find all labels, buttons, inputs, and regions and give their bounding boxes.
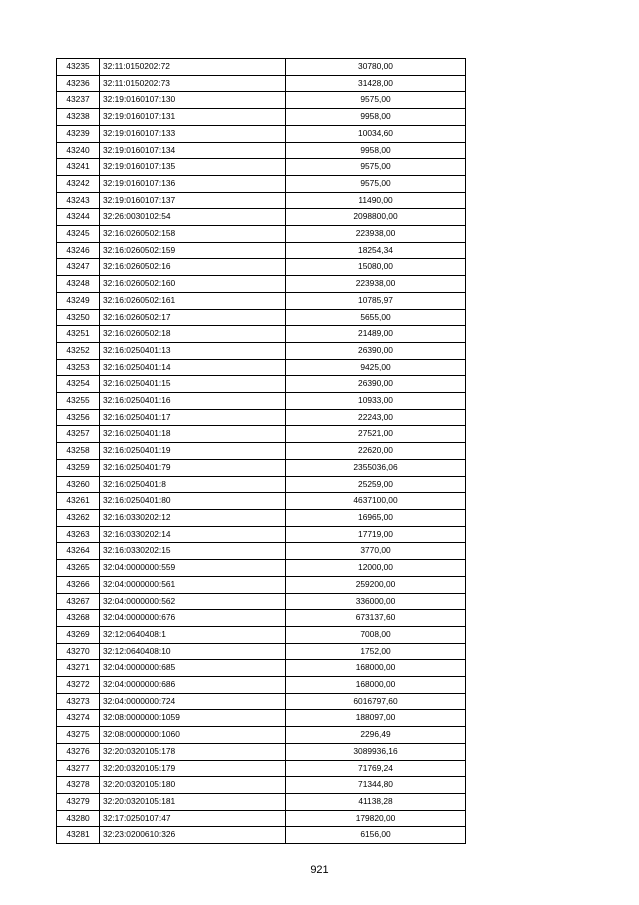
value-cell: 4637100,00 xyxy=(286,493,466,510)
value-cell: 223938,00 xyxy=(286,276,466,293)
cadastral-number-cell: 32:19:0160107:134 xyxy=(100,142,286,159)
value-cell: 31428,00 xyxy=(286,75,466,92)
page-number: 921 xyxy=(310,864,329,876)
value-cell: 9958,00 xyxy=(286,109,466,126)
row-number-cell: 43250 xyxy=(57,309,100,326)
row-number-cell: 43281 xyxy=(57,827,100,844)
value-cell: 10785,97 xyxy=(286,292,466,309)
table-row xyxy=(57,760,466,777)
cadastral-number-cell: 32:16:0330202:15 xyxy=(100,543,286,560)
cadastral-number-cell: 32:08:0000000:1060 xyxy=(100,727,286,744)
table-body xyxy=(57,59,466,844)
row-number-cell: 43251 xyxy=(57,326,100,343)
value-cell: 17719,00 xyxy=(286,526,466,543)
cadastral-number-cell: 32:16:0250401:15 xyxy=(100,376,286,393)
value-cell: 10034,60 xyxy=(286,125,466,142)
value-cell: 27521,00 xyxy=(286,426,466,443)
cadastral-number-cell: 32:19:0160107:133 xyxy=(100,125,286,142)
table-row xyxy=(57,92,466,109)
value-cell: 30780,00 xyxy=(286,59,466,76)
value-cell: 2098800,00 xyxy=(286,209,466,226)
cadastral-number-cell: 32:16:0330202:12 xyxy=(100,509,286,526)
value-cell: 2296,49 xyxy=(286,727,466,744)
row-number-cell: 43261 xyxy=(57,493,100,510)
cadastral-number-cell: 32:19:0160107:131 xyxy=(100,109,286,126)
table-row xyxy=(57,393,466,410)
cadastral-number-cell: 32:20:0320105:178 xyxy=(100,743,286,760)
value-cell: 3089936,16 xyxy=(286,743,466,760)
cadastral-number-cell: 32:16:0250401:16 xyxy=(100,393,286,410)
row-number-cell: 43257 xyxy=(57,426,100,443)
table-row xyxy=(57,409,466,426)
row-number-cell: 43267 xyxy=(57,593,100,610)
cadastral-number-cell: 32:16:0260502:17 xyxy=(100,309,286,326)
row-number-cell: 43239 xyxy=(57,125,100,142)
value-cell: 259200,00 xyxy=(286,576,466,593)
cadastral-number-cell: 32:16:0260502:16 xyxy=(100,259,286,276)
row-number-cell: 43253 xyxy=(57,359,100,376)
row-number-cell: 43278 xyxy=(57,777,100,794)
row-number-cell: 43265 xyxy=(57,560,100,577)
value-cell: 9958,00 xyxy=(286,142,466,159)
value-cell: 15080,00 xyxy=(286,259,466,276)
cadastral-number-cell: 32:16:0250401:13 xyxy=(100,342,286,359)
cadastral-number-cell: 32:23:0200610:326 xyxy=(100,827,286,844)
cadastral-number-cell: 32:16:0330202:14 xyxy=(100,526,286,543)
cadastral-number-cell: 32:12:0640408:10 xyxy=(100,643,286,660)
row-number-cell: 43236 xyxy=(57,75,100,92)
row-number-cell: 43275 xyxy=(57,727,100,744)
table-row xyxy=(57,459,466,476)
cadastral-number-cell: 32:08:0000000:1059 xyxy=(100,710,286,727)
table-row xyxy=(57,342,466,359)
row-number-cell: 43266 xyxy=(57,576,100,593)
table-row xyxy=(57,777,466,794)
cadastral-number-cell: 32:20:0320105:181 xyxy=(100,793,286,810)
row-number-cell: 43244 xyxy=(57,209,100,226)
row-number-cell: 43254 xyxy=(57,376,100,393)
table-row xyxy=(57,309,466,326)
value-cell: 16965,00 xyxy=(286,509,466,526)
table-row xyxy=(57,727,466,744)
cadastral-number-cell: 32:16:0250401:17 xyxy=(100,409,286,426)
cadastral-number-cell: 32:26:0030102:54 xyxy=(100,209,286,226)
row-number-cell: 43240 xyxy=(57,142,100,159)
cadastral-number-cell: 32:16:0260502:18 xyxy=(100,326,286,343)
value-cell: 22243,00 xyxy=(286,409,466,426)
row-number-cell: 43273 xyxy=(57,693,100,710)
table-row xyxy=(57,476,466,493)
row-number-cell: 43245 xyxy=(57,226,100,243)
row-number-cell: 43270 xyxy=(57,643,100,660)
cadastral-number-cell: 32:20:0320105:179 xyxy=(100,760,286,777)
table-row xyxy=(57,576,466,593)
value-cell: 5655,00 xyxy=(286,309,466,326)
value-cell: 11490,00 xyxy=(286,192,466,209)
row-number-cell: 43247 xyxy=(57,259,100,276)
value-cell: 9575,00 xyxy=(286,159,466,176)
table-row xyxy=(57,443,466,460)
table-row xyxy=(57,827,466,844)
table-row xyxy=(57,426,466,443)
table-row xyxy=(57,693,466,710)
value-cell: 25259,00 xyxy=(286,476,466,493)
table-row xyxy=(57,259,466,276)
value-cell: 26390,00 xyxy=(286,376,466,393)
value-cell: 223938,00 xyxy=(286,226,466,243)
table-row xyxy=(57,142,466,159)
row-number-cell: 43279 xyxy=(57,793,100,810)
value-cell: 6016797,60 xyxy=(286,693,466,710)
cadastral-number-cell: 32:04:0000000:685 xyxy=(100,660,286,677)
table-row xyxy=(57,125,466,142)
value-cell: 10933,00 xyxy=(286,393,466,410)
table-row xyxy=(57,526,466,543)
cadastral-number-cell: 32:19:0160107:130 xyxy=(100,92,286,109)
cadastral-number-cell: 32:16:0250401:80 xyxy=(100,493,286,510)
value-cell: 179820,00 xyxy=(286,810,466,827)
table-row xyxy=(57,743,466,760)
table-row xyxy=(57,276,466,293)
row-number-cell: 43274 xyxy=(57,710,100,727)
value-cell: 9425,00 xyxy=(286,359,466,376)
cadastral-number-cell: 32:04:0000000:562 xyxy=(100,593,286,610)
value-cell: 336000,00 xyxy=(286,593,466,610)
row-number-cell: 43271 xyxy=(57,660,100,677)
cadastral-number-cell: 32:16:0260502:159 xyxy=(100,242,286,259)
row-number-cell: 43252 xyxy=(57,342,100,359)
table-row xyxy=(57,226,466,243)
row-number-cell: 43243 xyxy=(57,192,100,209)
cadastral-number-cell: 32:11:0150202:73 xyxy=(100,75,286,92)
cadastral-number-cell: 32:04:0000000:559 xyxy=(100,560,286,577)
table-row xyxy=(57,209,466,226)
value-cell: 22620,00 xyxy=(286,443,466,460)
table-row xyxy=(57,643,466,660)
table-row xyxy=(57,710,466,727)
cadastral-values-table xyxy=(56,58,466,844)
cadastral-number-cell: 32:16:0260502:160 xyxy=(100,276,286,293)
row-number-cell: 43276 xyxy=(57,743,100,760)
row-number-cell: 43256 xyxy=(57,409,100,426)
row-number-cell: 43238 xyxy=(57,109,100,126)
table-row xyxy=(57,560,466,577)
table-row xyxy=(57,159,466,176)
table-row xyxy=(57,610,466,627)
value-cell: 168000,00 xyxy=(286,677,466,694)
table-row xyxy=(57,626,466,643)
cadastral-number-cell: 32:16:0250401:14 xyxy=(100,359,286,376)
value-cell: 3770,00 xyxy=(286,543,466,560)
row-number-cell: 43242 xyxy=(57,175,100,192)
cadastral-number-cell: 32:16:0250401:8 xyxy=(100,476,286,493)
cadastral-number-cell: 32:19:0160107:137 xyxy=(100,192,286,209)
table-row xyxy=(57,292,466,309)
value-cell: 2355036,06 xyxy=(286,459,466,476)
value-cell: 1752,00 xyxy=(286,643,466,660)
row-number-cell: 43241 xyxy=(57,159,100,176)
value-cell: 12000,00 xyxy=(286,560,466,577)
cadastral-number-cell: 32:11:0150202:72 xyxy=(100,59,286,76)
row-number-cell: 43263 xyxy=(57,526,100,543)
row-number-cell: 43262 xyxy=(57,509,100,526)
table-row xyxy=(57,543,466,560)
table-row xyxy=(57,109,466,126)
value-cell: 18254,34 xyxy=(286,242,466,259)
table-row xyxy=(57,677,466,694)
table-row xyxy=(57,493,466,510)
cadastral-number-cell: 32:20:0320105:180 xyxy=(100,777,286,794)
value-cell: 7008,00 xyxy=(286,626,466,643)
row-number-cell: 43268 xyxy=(57,610,100,627)
row-number-cell: 43249 xyxy=(57,292,100,309)
cadastral-number-cell: 32:19:0160107:135 xyxy=(100,159,286,176)
value-cell: 26390,00 xyxy=(286,342,466,359)
table-row xyxy=(57,810,466,827)
value-cell: 71344,80 xyxy=(286,777,466,794)
row-number-cell: 43248 xyxy=(57,276,100,293)
row-number-cell: 43280 xyxy=(57,810,100,827)
table-row xyxy=(57,75,466,92)
row-number-cell: 43269 xyxy=(57,626,100,643)
cadastral-number-cell: 32:04:0000000:724 xyxy=(100,693,286,710)
row-number-cell: 43259 xyxy=(57,459,100,476)
cadastral-number-cell: 32:17:0250107:47 xyxy=(100,810,286,827)
table-row xyxy=(57,376,466,393)
value-cell: 6156,00 xyxy=(286,827,466,844)
row-number-cell: 43277 xyxy=(57,760,100,777)
table-row xyxy=(57,509,466,526)
value-cell: 188097,00 xyxy=(286,710,466,727)
table-row xyxy=(57,660,466,677)
cadastral-number-cell: 32:12:0640408:1 xyxy=(100,626,286,643)
row-number-cell: 43258 xyxy=(57,443,100,460)
cadastral-number-cell: 32:19:0160107:136 xyxy=(100,175,286,192)
value-cell: 71769,24 xyxy=(286,760,466,777)
cadastral-number-cell: 32:16:0260502:161 xyxy=(100,292,286,309)
value-cell: 168000,00 xyxy=(286,660,466,677)
cadastral-number-cell: 32:04:0000000:561 xyxy=(100,576,286,593)
cadastral-number-cell: 32:04:0000000:686 xyxy=(100,677,286,694)
cadastral-number-cell: 32:04:0000000:676 xyxy=(100,610,286,627)
value-cell: 9575,00 xyxy=(286,92,466,109)
cadastral-number-cell: 32:16:0250401:19 xyxy=(100,443,286,460)
row-number-cell: 43272 xyxy=(57,677,100,694)
row-number-cell: 43235 xyxy=(57,59,100,76)
row-number-cell: 43260 xyxy=(57,476,100,493)
table-row xyxy=(57,359,466,376)
table-row xyxy=(57,793,466,810)
cadastral-number-cell: 32:16:0250401:79 xyxy=(100,459,286,476)
value-cell: 673137,60 xyxy=(286,610,466,627)
row-number-cell: 43264 xyxy=(57,543,100,560)
value-cell: 41138,28 xyxy=(286,793,466,810)
value-cell: 21489,00 xyxy=(286,326,466,343)
table-row xyxy=(57,242,466,259)
row-number-cell: 43237 xyxy=(57,92,100,109)
table-row xyxy=(57,593,466,610)
cadastral-number-cell: 32:16:0250401:18 xyxy=(100,426,286,443)
table-row xyxy=(57,59,466,76)
row-number-cell: 43246 xyxy=(57,242,100,259)
row-number-cell: 43255 xyxy=(57,393,100,410)
table-row xyxy=(57,326,466,343)
table-row xyxy=(57,192,466,209)
cadastral-number-cell: 32:16:0260502:158 xyxy=(100,226,286,243)
table-row xyxy=(57,175,466,192)
value-cell: 9575,00 xyxy=(286,175,466,192)
